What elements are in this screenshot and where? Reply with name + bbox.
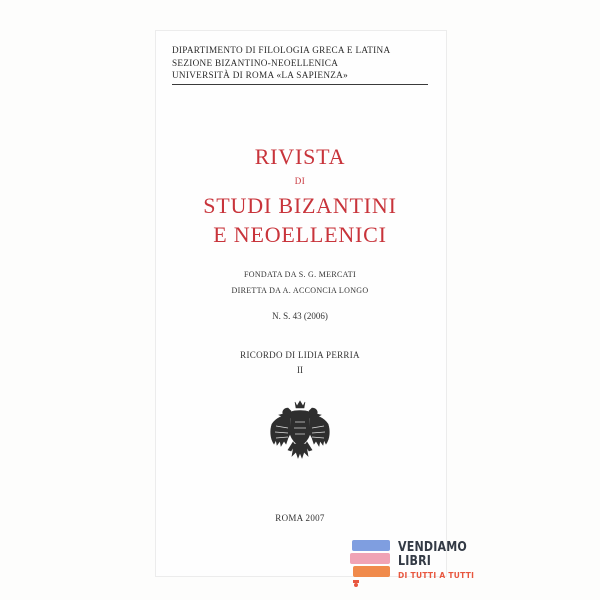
founder-line: FONDATA DA S. G. MERCATI: [244, 270, 356, 279]
department-line-2: SEZIONE BIZANTINO-NEOELLENICA: [172, 57, 339, 68]
logo-tagline: DI TUTTI A TUTTI: [398, 571, 475, 580]
double-headed-eagle-icon: [264, 398, 336, 470]
volume-number: II: [297, 365, 303, 375]
cover-page: [155, 30, 447, 577]
title-studi-bizantini: STUDI BIZANTINI: [203, 193, 397, 218]
department-line-1: DIPARTIMENTO DI FILOLOGIA GRECA E LATINA: [172, 45, 391, 55]
header-rule: [172, 84, 428, 85]
logo-text-libri: LIBRI: [398, 554, 432, 569]
department-header: [172, 44, 432, 82]
dedication-title: RICORDO DI LIDIA PERRIA: [240, 350, 360, 360]
title-connector: DI: [294, 176, 306, 186]
issue-number: N. S. 43 (2006): [272, 311, 328, 321]
books-stack-icon: [350, 538, 392, 588]
vendiamo-libri-logo: [350, 538, 500, 588]
department-line-3: UNIVERSITÀ DI ROMA «LA SAPIENZA»: [172, 70, 348, 80]
title-neoellenici: E NEOELLENICI: [213, 222, 387, 247]
director-line: DIRETTA DA A. ACCONCIA LONGO: [231, 286, 369, 295]
place-and-year: ROMA 2007: [275, 513, 325, 523]
logo-text-vendiamo: VENDIAMO: [398, 540, 467, 555]
title-rivista: RIVISTA: [254, 144, 346, 169]
